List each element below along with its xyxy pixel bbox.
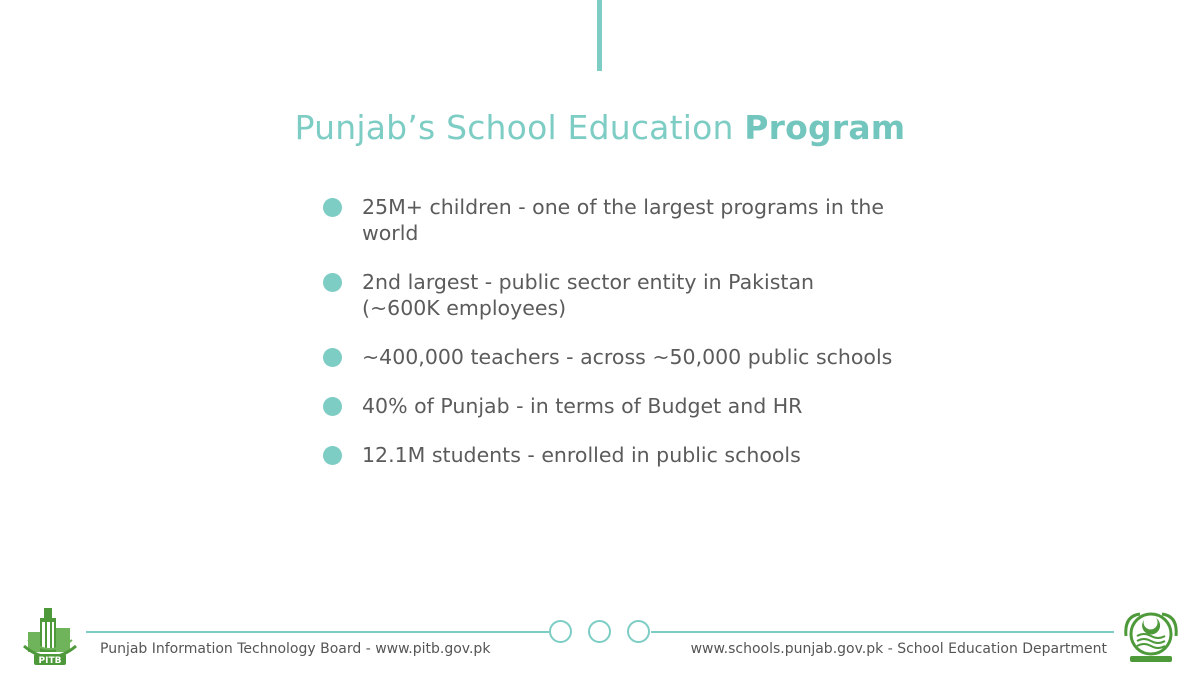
bullet-list xyxy=(322,194,942,491)
bullet-text: 25M+ children - one of the largest programs in the world xyxy=(362,195,884,245)
bullet-text: 40% of Punjab - in terms of Budget and HR xyxy=(362,394,803,418)
title-emphasis: Program xyxy=(744,108,906,148)
punjab-government-seal xyxy=(1120,606,1182,666)
list-item xyxy=(322,442,942,468)
bullet-dot-icon xyxy=(323,348,342,367)
bullet-text: ~400,000 teachers - across ~50,000 public schools xyxy=(362,345,893,369)
bullet-dot-icon xyxy=(323,273,342,292)
bullet-text: 12.1M students - enrolled in public schools xyxy=(362,443,801,467)
pitb-logo-text: PITB xyxy=(38,656,62,666)
list-item xyxy=(322,344,942,370)
bullet-text: 2nd largest - public sector entity in Pakistan (~600K employees) xyxy=(362,270,815,320)
top-divider-line xyxy=(597,0,602,71)
footer-right-text: www.schools.punjab.gov.pk - School Education Department xyxy=(690,641,1107,657)
footer-divider-right xyxy=(651,631,1114,633)
bullet-dot-icon xyxy=(323,446,342,465)
pagination-circle-icon xyxy=(549,620,572,643)
title-main: Punjab’s School Education xyxy=(294,108,745,148)
list-item xyxy=(322,194,922,246)
page-title xyxy=(0,108,1200,147)
pagination-circle-icon xyxy=(627,620,650,643)
bullet-dot-icon xyxy=(323,397,342,416)
bullet-dot-icon xyxy=(323,198,342,217)
footer-left-text: Punjab Information Technology Board - www.pitb.gov.pk xyxy=(100,641,491,657)
pagination-circle-icon xyxy=(588,620,611,643)
list-item xyxy=(322,269,852,321)
pitb-logo xyxy=(20,606,80,668)
footer-divider-left xyxy=(86,631,549,633)
list-item xyxy=(322,393,942,419)
